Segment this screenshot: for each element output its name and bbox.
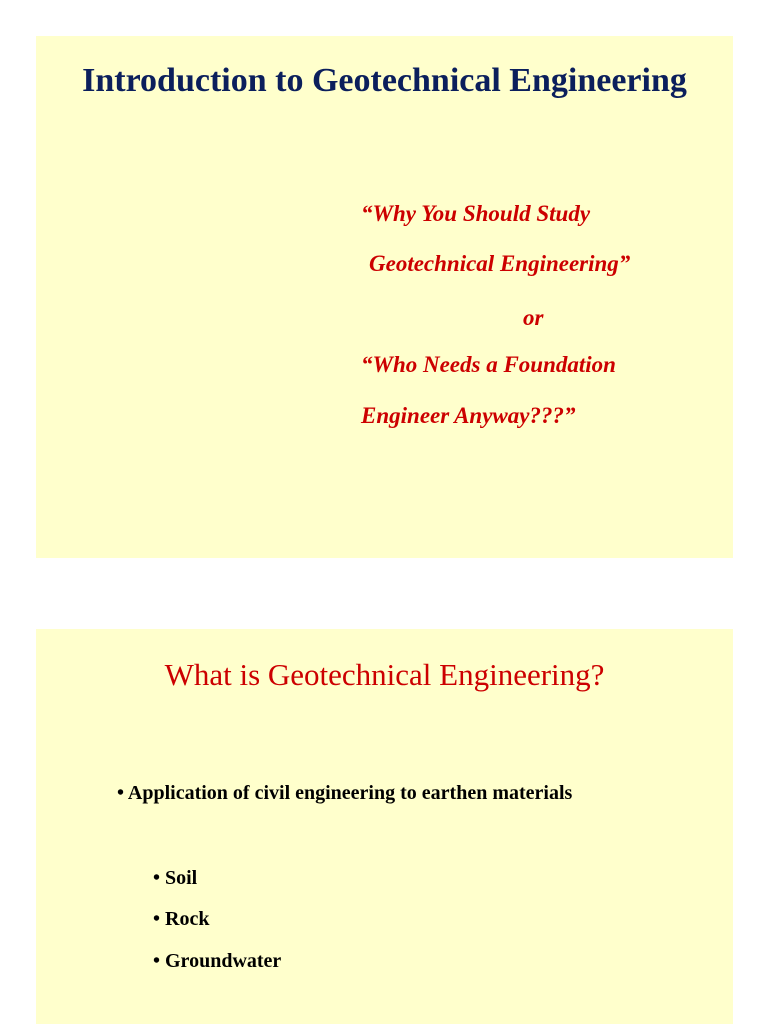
quote-line-1: “Why You Should Study — [361, 201, 591, 226]
sub-bullet-soil: • Soil — [153, 867, 198, 889]
sub-bullet-rock: • Rock — [153, 908, 210, 930]
quote-line-2: Geotechnical Engineering” — [369, 251, 631, 276]
quote-line-3: “Who Needs a Foundation — [361, 352, 616, 377]
slide-title: Introduction to Geotechnical Engineering — [82, 62, 687, 99]
slide-definition — [36, 629, 733, 1024]
slide-intro — [36, 36, 733, 558]
quote-line-4: Engineer Anyway???” — [361, 403, 576, 428]
sub-bullet-groundwater: • Groundwater — [153, 950, 282, 972]
quote-connector-or: or — [523, 305, 544, 330]
slide-heading: What is Geotechnical Engineering? — [164, 657, 605, 692]
bullet-item: • Application of civil engineering to earthen materials — [117, 782, 573, 804]
